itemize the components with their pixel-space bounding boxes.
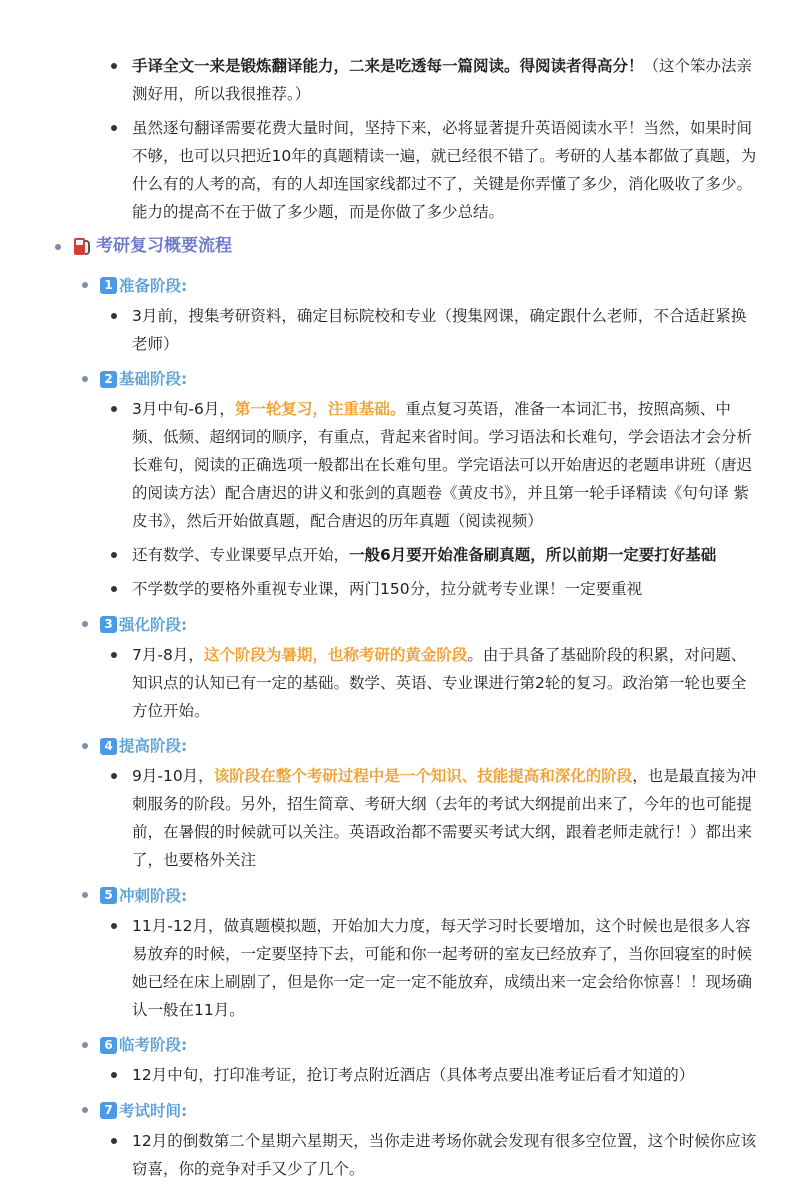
phase-title-text: 临考阶段: bbox=[119, 1036, 188, 1054]
phase-title bbox=[100, 882, 187, 910]
list-item bbox=[132, 395, 760, 535]
keycap-number-icon: 3 bbox=[100, 616, 117, 633]
keycap-number-icon: 6 bbox=[100, 1037, 117, 1054]
phase-items bbox=[100, 912, 760, 1024]
bold-text: 手译全文一来是锻炼翻译能力，二来是吃透每一篇阅读。得阅读者得高分！ bbox=[132, 57, 644, 75]
bullet bbox=[82, 376, 88, 382]
text: 3月中旬-6月， bbox=[132, 400, 235, 418]
phase-title bbox=[100, 272, 187, 300]
phase-title-text: 强化阶段: bbox=[119, 615, 188, 634]
text: 9月-10月， bbox=[132, 767, 214, 785]
text: 3月前，搜集考研资料，确定目标院校和专业（搜集网课，确定跟什么老师，不合适赶紧换老师） bbox=[132, 306, 747, 353]
list-item bbox=[132, 302, 760, 358]
bullet bbox=[82, 282, 88, 288]
keycap-number-icon: 2 bbox=[100, 371, 117, 388]
bold-text: 一般6月要开始准备刷真题，所以前期一定要打好基础 bbox=[349, 546, 717, 564]
phase-title-text: 准备阶段: bbox=[119, 276, 188, 295]
text: 12月中旬，打印准考证，抢订考点附近酒店（具体考点要出准考证后看才知道的） bbox=[132, 1066, 695, 1084]
bullet bbox=[82, 892, 88, 898]
bullet bbox=[82, 1042, 88, 1048]
phase-4 bbox=[100, 731, 760, 875]
phase-title bbox=[100, 1031, 187, 1059]
text: 7月-8月， bbox=[132, 645, 204, 664]
phase-title bbox=[100, 365, 187, 393]
keycap-number-icon: 7 bbox=[100, 1102, 117, 1119]
phase-title-text: 基础阶段: bbox=[119, 370, 188, 388]
phase-6 bbox=[100, 1030, 760, 1090]
phase-title bbox=[100, 1097, 187, 1125]
text: 不学数学的要格外重视专业课，两门150分，拉分就考专业课！一定要重视 bbox=[132, 580, 643, 598]
text: 重点复习英语，准备一本词汇书，按照高频、中频、低频、超纲词的顺序，有重点，背起来省时间。学习语法和长难句，学会语法才会分析长难句，阅读的正确选项一般都出在长难句里。学完语法可以开始唐迟的老题串讲班（唐迟的阅读方法）配合唐迟的讲义和张剑的真题卷《黄皮书》，并且第一轮手译精读《句句译 紫皮书》，然后开始做真题，配合唐迟的历年真题（阅读视频） bbox=[132, 400, 753, 530]
review-process-section bbox=[0, 232, 760, 266]
text: 虽然逐句翻译需要花费大量时间，坚持下来，必将显著提升英语阅读水平！当然，如果时间不够，也可以只把近10年的真题精读一遍，就已经很不错了。考研的人基本都做了真题，为什么有的人考的高，有的人却连国家线都过不了，关键是你弄懂了多少，消化吸收了多少。能力的提高不在于做了多少题，而是你做了多少总结。 bbox=[132, 119, 757, 221]
list-item bbox=[132, 541, 760, 569]
list-item bbox=[132, 762, 760, 874]
keycap-number-icon: 4 bbox=[100, 738, 117, 755]
bullet bbox=[55, 244, 61, 250]
phase-title bbox=[100, 611, 187, 639]
phase-title-text: 提高阶段: bbox=[119, 737, 188, 755]
section-title-text: 考研复习概要流程 bbox=[96, 236, 232, 256]
text: ，也是最直接为冲刺服务的阶段。另外，招生简章、考研大纲（去年的考试大纲提前出来了，今年的也可能提前，在暑假的时候就可以关注。英语政治都不需要买考试大纲，跟着老师走就行！）都出来了，也要格外关注 bbox=[132, 767, 757, 869]
list-item bbox=[132, 912, 760, 1024]
highlight-text: 第一轮复习，注重基础。 bbox=[234, 400, 406, 418]
intro-list bbox=[0, 52, 760, 226]
text: 还有数学、专业课要早点开始， bbox=[132, 546, 350, 564]
phase-items bbox=[100, 302, 760, 358]
highlight-text: 该阶段在整个考研过程中是一个知识、技能提高和深化的阶段 bbox=[213, 767, 633, 785]
fuel-pump-icon bbox=[72, 235, 90, 257]
phase-items bbox=[100, 762, 760, 874]
phase-items bbox=[100, 641, 760, 725]
phase-2 bbox=[100, 364, 760, 604]
phase-items bbox=[100, 1127, 760, 1183]
text: 11月-12月，做真题模拟题，开始加大力度，每天学习时长要增加，这个时候也是很多人容易放弃的时候，一定要坚持下去，可能和你一起考研的室友已经放弃了，当你回寝室的时候她已经在床上刷剧了，但是你一定一定一定不能放弃，成绩出来一定会给你惊喜！！现场确认一般在11月。 bbox=[132, 916, 753, 1019]
highlight-text: 这个阶段为暑期，也称考研的黄金阶段 bbox=[203, 645, 468, 664]
phase-items bbox=[100, 395, 760, 603]
bullet bbox=[82, 621, 88, 627]
keycap-number-icon: 5 bbox=[100, 887, 117, 904]
list-item bbox=[132, 575, 760, 603]
text: 12月的倒数第二个星期六星期天，当你走进考场你就会发现有很多空位置，这个时候你应该窃喜，你的竞争对手又少了几个。 bbox=[132, 1131, 757, 1178]
intro-block bbox=[0, 52, 760, 226]
phase-7 bbox=[100, 1095, 760, 1183]
text: （这个笨办法亲测好用，所以我很推荐。） bbox=[132, 57, 753, 103]
list-item bbox=[132, 52, 760, 108]
phase-title bbox=[100, 732, 187, 760]
phase-3 bbox=[100, 609, 760, 725]
section-title bbox=[72, 232, 232, 260]
list-item bbox=[132, 1127, 760, 1183]
phase-list bbox=[0, 270, 760, 1183]
bullet bbox=[82, 1107, 88, 1113]
list-item bbox=[132, 1061, 760, 1089]
text: 。由于具备了基础阶段的积累，对问题、知识点的认知已有一定的基础。数学、英语、专业课进行第2轮的复习。政治第一轮也要全方位开始。 bbox=[132, 645, 747, 720]
phase-1 bbox=[100, 270, 760, 358]
phase-title-text: 冲刺阶段: bbox=[119, 886, 188, 905]
phase-items bbox=[100, 1061, 760, 1089]
bullet bbox=[82, 743, 88, 749]
phase-title-text: 考试时间: bbox=[119, 1101, 188, 1120]
list-item bbox=[132, 641, 760, 725]
phase-5 bbox=[100, 880, 760, 1024]
list-item bbox=[132, 114, 760, 226]
keycap-number-icon: 1 bbox=[100, 277, 117, 294]
